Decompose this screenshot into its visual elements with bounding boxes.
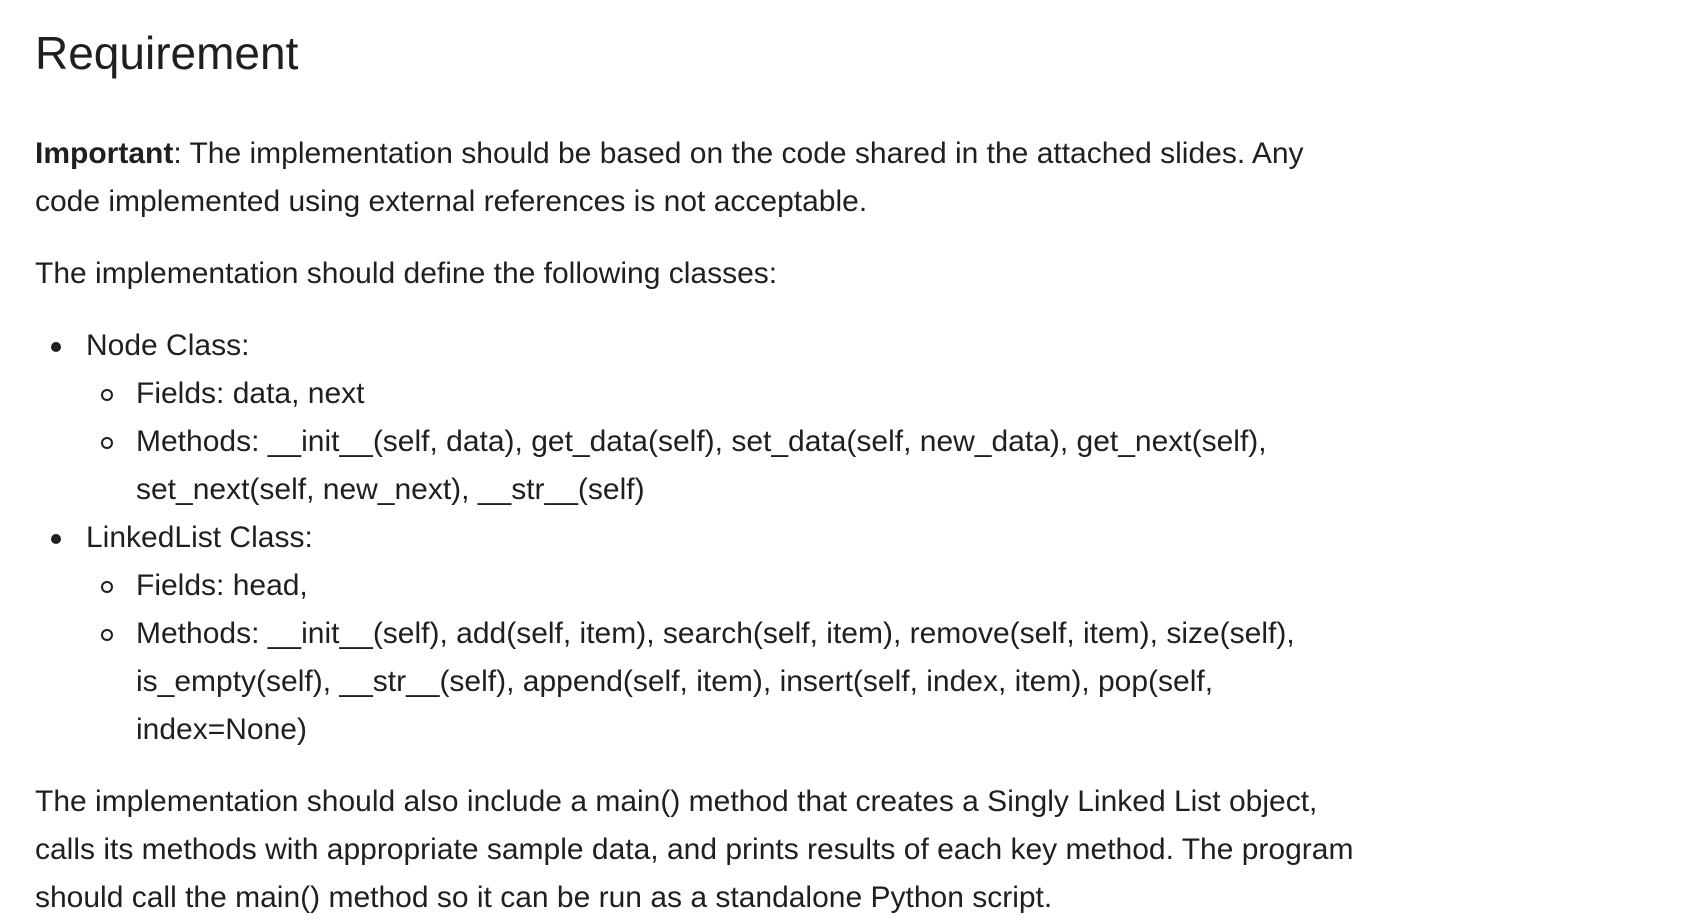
circle-bullet-icon — [101, 437, 113, 449]
class-list — [35, 322, 1435, 754]
important-text: : The implementation should be based on the code shared in the attached slides. Any code implemented using external references is not acceptable. — [35, 137, 1304, 218]
page-title: Requirement — [35, 27, 299, 79]
class-item-node — [35, 322, 1435, 514]
circle-bullet-icon — [101, 389, 113, 401]
methods-text: Methods: __init__(self, data), get_data(self), set_data(self, new_data), get_next(self), set_next(self, new_next), __str__(self) — [136, 425, 1267, 506]
methods-text: Methods: __init__(self), add(self, item), search(self, item), remove(self, item), size(self), is_empty(self), __str__(self), append(self, item), insert(self, index, item), pop(self, index=None) — [136, 617, 1295, 746]
class-item-linkedlist — [35, 514, 1435, 754]
class-details — [86, 562, 1435, 754]
class-fields — [86, 562, 1366, 610]
class-fields — [86, 370, 1366, 418]
class-methods — [86, 610, 1366, 754]
bullet-icon — [51, 534, 61, 544]
class-methods — [86, 418, 1366, 514]
class-name: LinkedList Class: — [86, 521, 313, 554]
class-name: Node Class: — [86, 329, 250, 362]
classes-intro: The implementation should define the following classes: — [35, 257, 778, 290]
class-details — [86, 370, 1435, 514]
bullet-icon — [51, 342, 61, 352]
circle-bullet-icon — [101, 581, 113, 593]
fields-text: Fields: head, — [136, 569, 308, 602]
important-paragraph — [35, 130, 1375, 226]
important-label: Important — [35, 137, 174, 170]
circle-bullet-icon — [101, 629, 113, 641]
final-paragraph: The implementation should also include a main() method that creates a Singly Linked List object, calls its methods with appropriate sample data, and prints results of each key method. The program should call the main() method so it can be run as a standalone Python script. — [35, 785, 1354, 914]
fields-text: Fields: data, next — [136, 377, 365, 410]
